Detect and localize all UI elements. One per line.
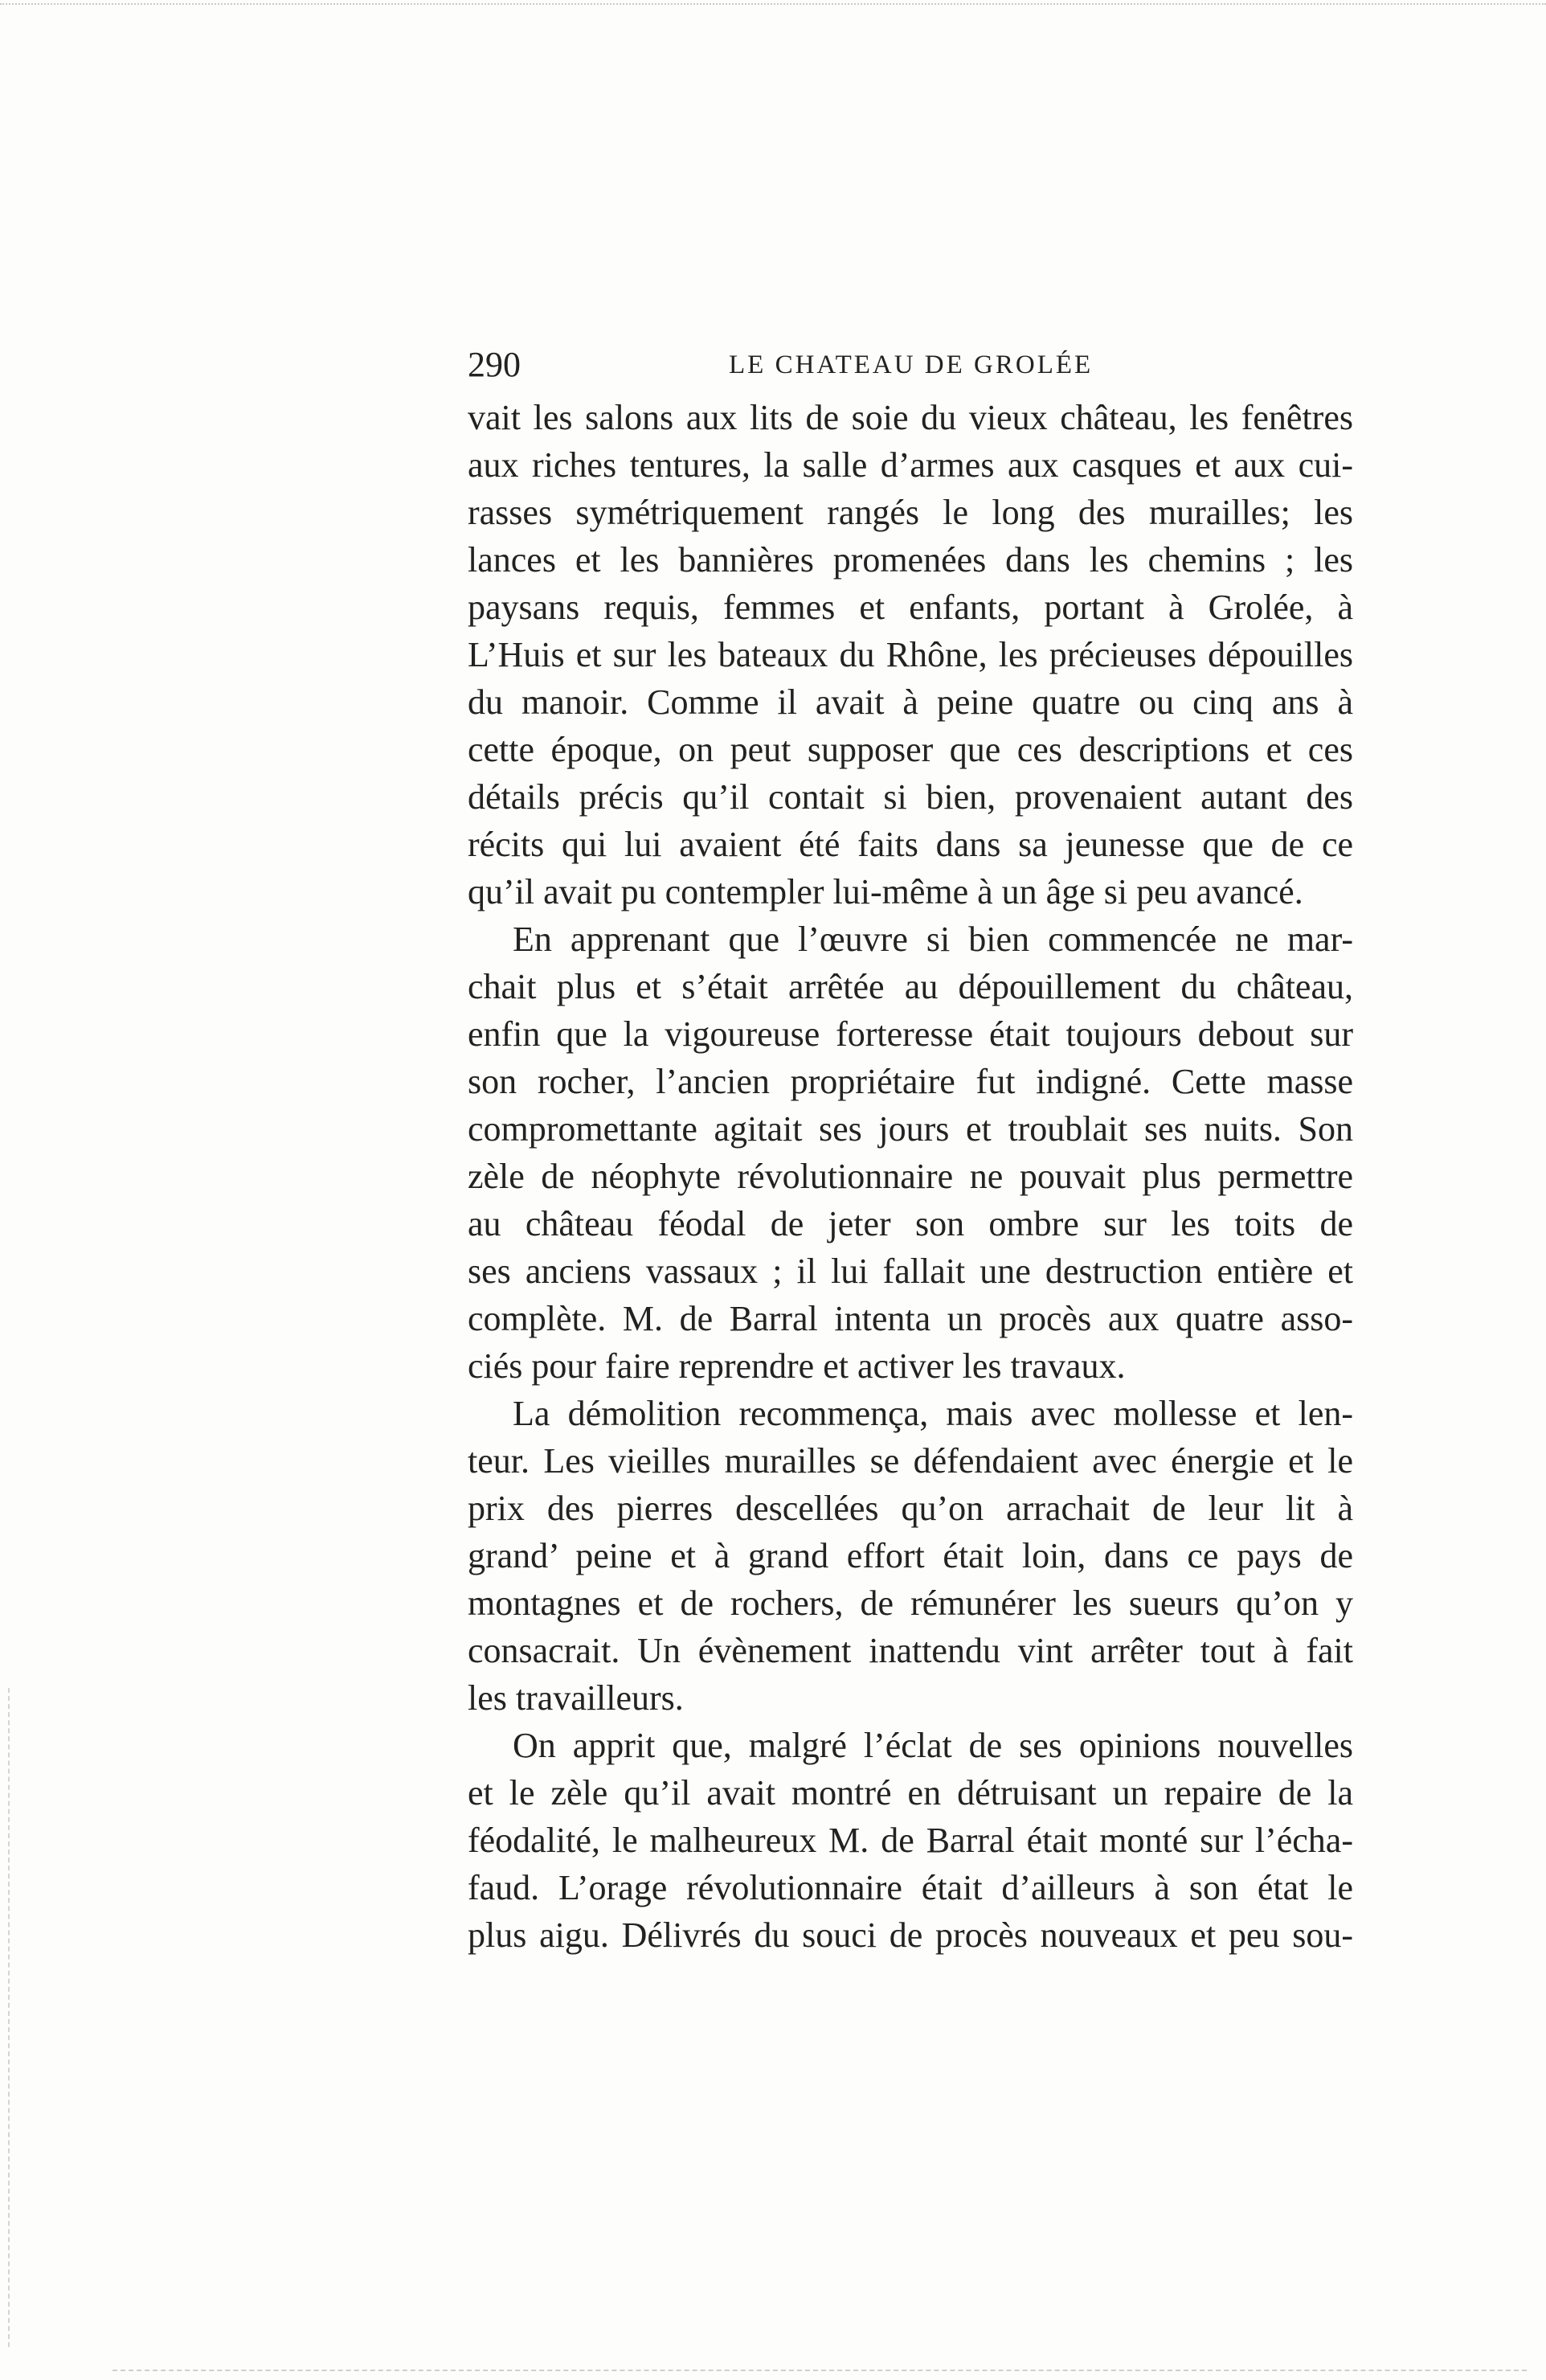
text-line: récits qui lui avaient été faits dans sa jeunesse que de ce bbox=[468, 825, 1353, 864]
scan-edge-left bbox=[8, 1688, 10, 2347]
text-line: féodalité, le malheureux M. de Barral était monté sur l’écha- bbox=[468, 1821, 1353, 1860]
text-line: En apprenant que l’œuvre si bien commencée ne mar- bbox=[513, 920, 1353, 959]
text-line: du manoir. Comme il avait à peine quatre ou cinq ans à bbox=[468, 682, 1353, 722]
text-line: teur. Les vieilles murailles se défendaient avec énergie et le bbox=[468, 1441, 1353, 1481]
text-line: enfin que la vigoureuse forteresse était toujours debout sur bbox=[468, 1014, 1353, 1054]
text-line: ciés pour faire reprendre et activer les travaux. bbox=[468, 1346, 1126, 1386]
text-line: au château féodal de jeter son ombre sur les toits de bbox=[468, 1204, 1353, 1243]
page-header bbox=[468, 341, 1353, 389]
text-line: complète. M. de Barral intenta un procès aux quatre asso- bbox=[468, 1299, 1353, 1338]
running-title: LE CHATEAU DE GROLÉE bbox=[729, 350, 1094, 379]
text-line: rasses symétriquement rangés le long des murailles; les bbox=[468, 493, 1353, 532]
text-line: zèle de néophyte révolutionnaire ne pouvait plus permettre bbox=[468, 1157, 1353, 1196]
body-text bbox=[468, 394, 1353, 1959]
text-line: grand’ peine et à grand effort était loin, dans ce pays de bbox=[468, 1536, 1353, 1575]
text-line: paysans requis, femmes et enfants, portant à Grolée, à bbox=[468, 588, 1353, 627]
text-line: qu’il avait pu contempler lui-même à un âge si peu avancé. bbox=[468, 872, 1303, 911]
text-line: La démolition recommença, mais avec mollesse et len- bbox=[513, 1394, 1353, 1433]
text-line: ses anciens vassaux ; il lui fallait une destruction entière et bbox=[468, 1251, 1353, 1291]
text-line: L’Huis et sur les bateaux du Rhône, les précieuses dépouilles bbox=[468, 635, 1353, 674]
text-line: montagnes et de rochers, de rémunérer les sueurs qu’on y bbox=[468, 1583, 1353, 1623]
text-line: faud. L’orage révolutionnaire était d’ailleurs à son état le bbox=[468, 1868, 1353, 1907]
text-line: détails précis qu’il contait si bien, provenaient autant des bbox=[468, 777, 1353, 817]
scan-edge-bottom bbox=[112, 2370, 1527, 2371]
text-line: On apprit que, malgré l’éclat de ses opinions nouvelles bbox=[513, 1726, 1353, 1765]
scan-edge-top bbox=[0, 3, 1546, 5]
text-line: son rocher, l’ancien propriétaire fut indigné. Cette masse bbox=[468, 1062, 1353, 1101]
text-line: chait plus et s’était arrêtée au dépouillement du château, bbox=[468, 967, 1353, 1006]
text-line: prix des pierres descellées qu’on arrachait de leur lit à bbox=[468, 1489, 1353, 1528]
text-line: cette époque, on peut supposer que ces descriptions et ces bbox=[468, 730, 1353, 769]
text-line: vait les salons aux lits de soie du vieux château, les fenêtres bbox=[468, 398, 1353, 437]
text-line: les travailleurs. bbox=[468, 1678, 684, 1718]
text-line: lances et les bannières promenées dans les chemins ; les bbox=[468, 540, 1353, 580]
page-number: 290 bbox=[468, 345, 521, 384]
text-line: compromettante agitait ses jours et troublait ses nuits. Son bbox=[468, 1109, 1353, 1149]
text-line: consacrait. Un évènement inattendu vint arrêter tout à fait bbox=[468, 1631, 1353, 1670]
text-line: plus aigu. Délivrés du souci de procès nouveaux et peu sou- bbox=[468, 1915, 1353, 1955]
text-line: et le zèle qu’il avait montré en détruisant un repaire de la bbox=[468, 1773, 1353, 1813]
text-line: aux riches tentures, la salle d’armes aux casques et aux cui- bbox=[468, 445, 1353, 485]
